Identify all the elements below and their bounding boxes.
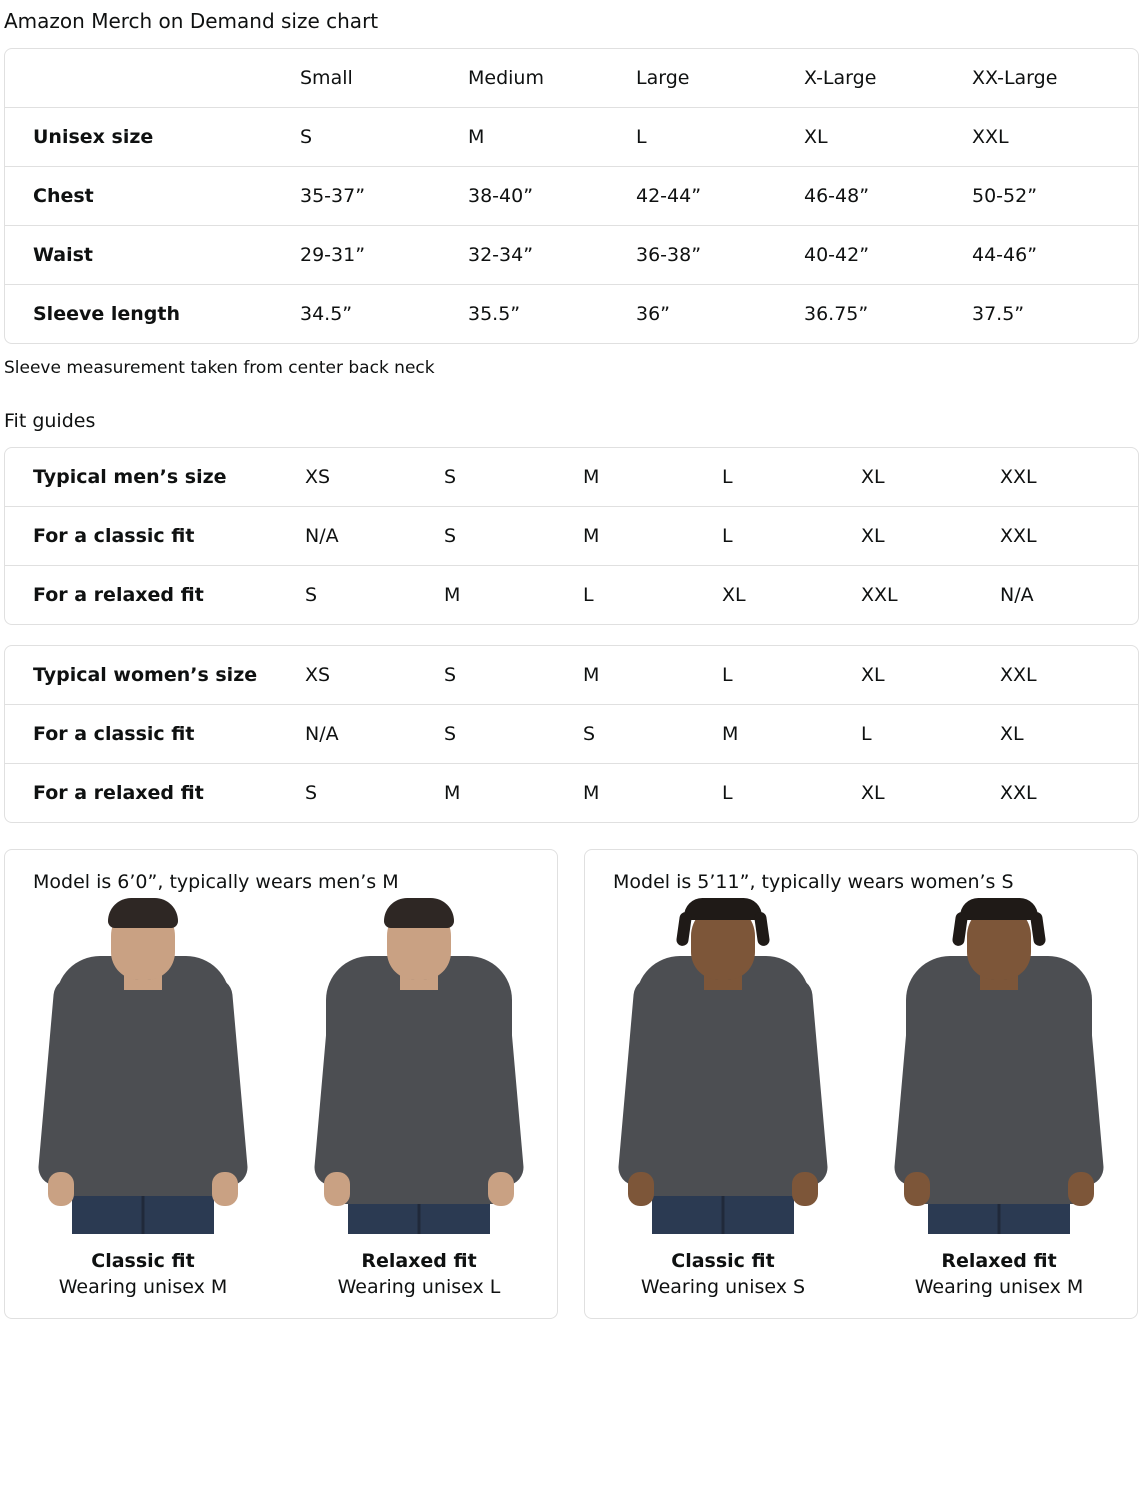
cell-sleeve-small: 34.5” <box>300 303 353 325</box>
table-row <box>5 646 1139 705</box>
cell-chest-large: 42-44” <box>636 167 804 226</box>
table-row <box>5 764 1139 823</box>
row-label-sleeve-length: Sleeve length <box>33 303 180 325</box>
table-row <box>5 705 1139 764</box>
mens-classic-fit-wearing: Wearing unisex M <box>58 1276 228 1298</box>
cell-chest-medium: 38-40” <box>468 167 636 226</box>
cell-mens-typical-4: L <box>722 448 861 507</box>
table-row <box>5 566 1139 625</box>
column-header-blank <box>5 49 300 108</box>
cell-womens-classic-6: XL <box>1000 705 1139 764</box>
womens-relaxed-fit-wearing: Wearing unisex M <box>914 1276 1084 1298</box>
row-label-typical-womens-size: Typical women’s size <box>5 646 305 705</box>
womens-classic-fit-wearing: Wearing unisex S <box>640 1276 806 1298</box>
size-table <box>5 49 1139 343</box>
row-label-womens-relaxed-fit: For a relaxed fit <box>33 782 204 804</box>
table-row <box>5 285 1139 344</box>
fit-guides-title: Fit guides <box>4 410 96 432</box>
womens-model-card <box>584 849 1138 1319</box>
table-row <box>5 226 1139 285</box>
table-spacer <box>0 625 1143 645</box>
table-row <box>5 167 1139 226</box>
cell-mens-relaxed-2: M <box>444 584 461 606</box>
cell-unisex-medium: M <box>468 108 636 167</box>
cell-mens-typical-1: XS <box>305 448 444 507</box>
cell-unisex-xxlarge: XXL <box>972 108 1139 167</box>
cell-mens-classic-4: L <box>722 507 861 566</box>
cell-womens-relaxed-6: XXL <box>1000 782 1037 804</box>
cell-sleeve-xxlarge: 37.5” <box>972 303 1025 325</box>
table-header-row <box>5 49 1139 108</box>
cell-womens-classic-5: L <box>861 705 1000 764</box>
womens-figures <box>585 904 1137 1300</box>
cell-mens-classic-3: M <box>583 507 722 566</box>
womens-relaxed-fit-photo <box>861 904 1137 1234</box>
cell-mens-classic-6: XXL <box>1000 507 1139 566</box>
row-label-chest: Chest <box>5 167 300 226</box>
cell-womens-relaxed-3: M <box>583 782 600 804</box>
womens-model-heading: Model is 5’11”, typically wears women’s S <box>613 871 1014 893</box>
mens-relaxed-fit-figure <box>281 904 557 1300</box>
cell-mens-typical-3: M <box>583 448 722 507</box>
table-row <box>5 507 1139 566</box>
cell-womens-relaxed-4: L <box>722 782 733 804</box>
table-row <box>5 108 1139 167</box>
mens-fit-table-container <box>4 447 1139 625</box>
cell-mens-relaxed-1: S <box>305 584 318 606</box>
row-label-mens-classic-fit: For a classic fit <box>5 507 305 566</box>
mens-fit-table <box>5 448 1139 624</box>
womens-classic-fit-figure <box>585 904 861 1300</box>
cell-womens-relaxed-2: M <box>444 782 461 804</box>
cell-womens-typical-5: XL <box>861 646 1000 705</box>
mens-classic-fit-label: Classic fit <box>91 1250 195 1272</box>
cell-waist-xxlarge: 44-46” <box>972 226 1139 285</box>
womens-relaxed-fit-figure <box>861 904 1137 1300</box>
cell-mens-typical-2: S <box>444 448 583 507</box>
row-label-womens-classic-fit: For a classic fit <box>5 705 305 764</box>
cell-womens-classic-2: S <box>444 705 583 764</box>
womens-fit-table-container <box>4 645 1139 823</box>
mens-figures <box>5 904 557 1300</box>
cell-sleeve-large: 36” <box>636 303 671 325</box>
mens-relaxed-fit-photo <box>281 904 557 1234</box>
cell-mens-classic-5: XL <box>861 507 1000 566</box>
cell-womens-relaxed-5: XL <box>861 782 885 804</box>
cell-womens-typical-3: M <box>583 646 722 705</box>
column-header-small: Small <box>300 49 468 108</box>
cell-womens-relaxed-1: S <box>305 782 318 804</box>
cell-mens-relaxed-3: L <box>583 584 594 606</box>
cell-waist-medium: 32-34” <box>468 226 636 285</box>
cell-unisex-xlarge: XL <box>804 108 972 167</box>
mens-relaxed-fit-label: Relaxed fit <box>361 1250 477 1272</box>
mens-classic-fit-figure <box>5 904 281 1300</box>
cell-chest-small: 35-37” <box>300 167 468 226</box>
womens-classic-fit-label: Classic fit <box>671 1250 775 1272</box>
column-header-xlarge: X-Large <box>804 49 972 108</box>
column-header-xxlarge: XX-Large <box>972 49 1139 108</box>
row-label-typical-mens-size: Typical men’s size <box>5 448 305 507</box>
cell-sleeve-xlarge: 36.75” <box>804 303 869 325</box>
row-label-waist: Waist <box>5 226 300 285</box>
model-cards-row <box>4 849 1139 1319</box>
cell-waist-large: 36-38” <box>636 226 804 285</box>
cell-mens-classic-1: N/A <box>305 507 444 566</box>
womens-fit-table <box>5 646 1139 822</box>
cell-womens-typical-1: XS <box>305 646 444 705</box>
row-label-mens-relaxed-fit: For a relaxed fit <box>33 584 204 606</box>
sleeve-measurement-note: Sleeve measurement taken from center back neck <box>4 358 435 378</box>
cell-womens-classic-3: S <box>583 705 722 764</box>
table-row <box>5 448 1139 507</box>
cell-womens-typical-4: L <box>722 646 861 705</box>
cell-mens-relaxed-6: N/A <box>1000 584 1034 606</box>
cell-waist-small: 29-31” <box>300 226 468 285</box>
cell-mens-relaxed-4: XL <box>722 584 746 606</box>
cell-unisex-large: L <box>636 108 804 167</box>
cell-womens-classic-1: N/A <box>305 705 444 764</box>
row-label-unisex-size: Unisex size <box>5 108 300 167</box>
cell-womens-typical-6: XXL <box>1000 646 1139 705</box>
cell-mens-classic-2: S <box>444 507 583 566</box>
cell-waist-xlarge: 40-42” <box>804 226 972 285</box>
cell-womens-typical-2: S <box>444 646 583 705</box>
cell-mens-relaxed-5: XXL <box>861 584 898 606</box>
mens-relaxed-fit-wearing: Wearing unisex L <box>337 1276 501 1298</box>
mens-classic-fit-photo <box>5 904 281 1234</box>
cell-sleeve-medium: 35.5” <box>468 303 521 325</box>
column-header-medium: Medium <box>468 49 636 108</box>
cell-chest-xlarge: 46-48” <box>804 167 972 226</box>
size-table-container <box>4 48 1139 344</box>
mens-model-heading: Model is 6’0”, typically wears men’s M <box>33 871 399 893</box>
womens-classic-fit-photo <box>585 904 861 1234</box>
cell-unisex-small: S <box>300 108 468 167</box>
cell-womens-classic-4: M <box>722 705 861 764</box>
cell-mens-typical-6: XXL <box>1000 448 1139 507</box>
column-header-large: Large <box>636 49 804 108</box>
page-title: Amazon Merch on Demand size chart <box>4 9 379 33</box>
cell-mens-typical-5: XL <box>861 448 1000 507</box>
mens-model-card <box>4 849 558 1319</box>
womens-relaxed-fit-label: Relaxed fit <box>941 1250 1057 1272</box>
cell-chest-xxlarge: 50-52” <box>972 167 1139 226</box>
